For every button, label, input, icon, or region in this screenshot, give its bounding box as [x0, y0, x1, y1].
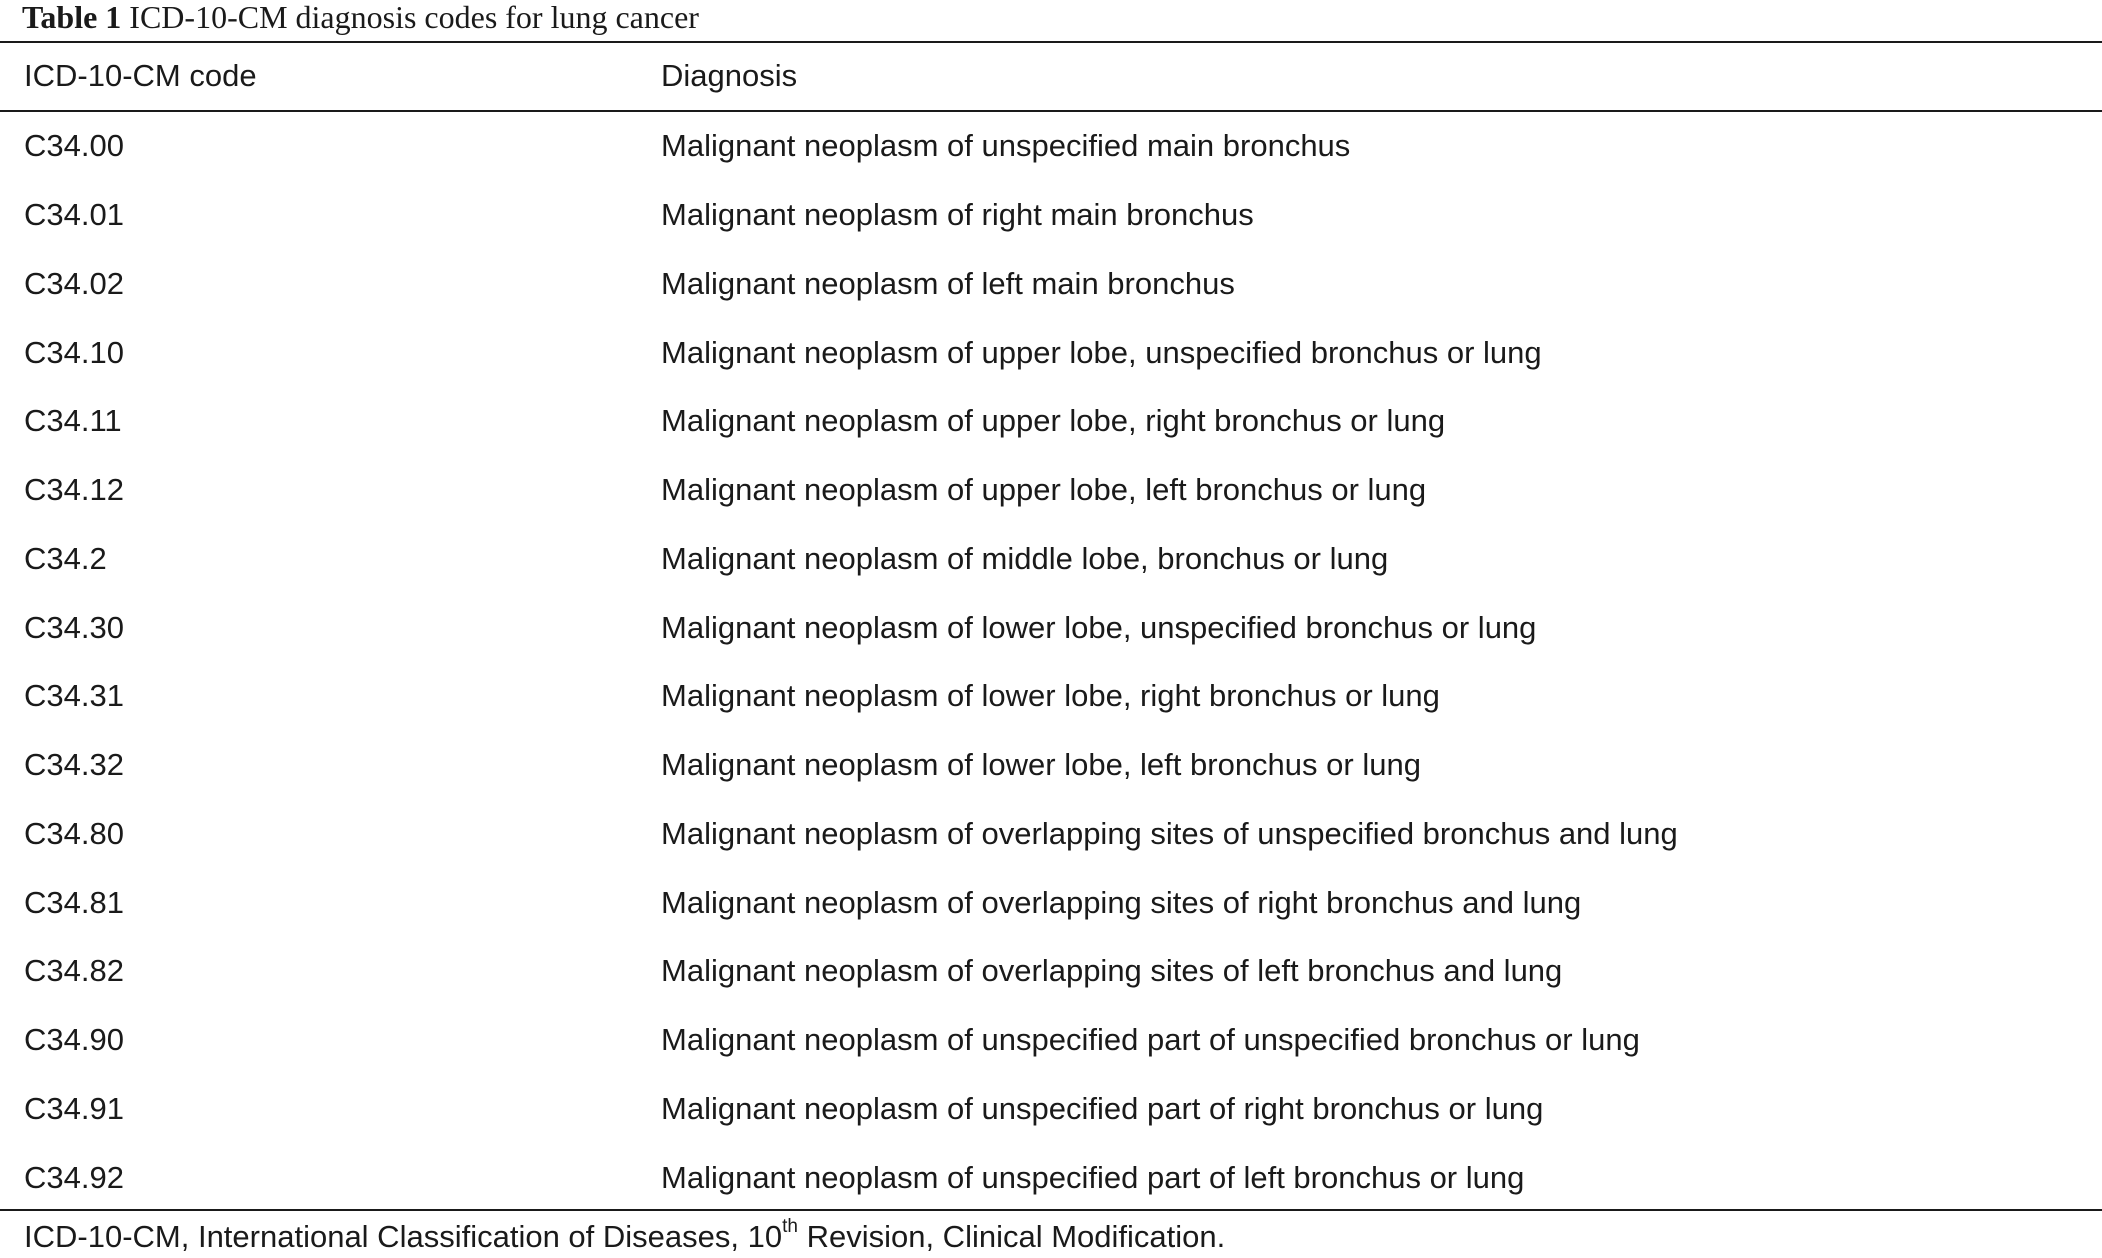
table-row [0, 1075, 2102, 1144]
table-caption [22, 0, 699, 40]
code-cell: C34.12 [24, 472, 124, 508]
column-header-code: ICD-10-CM code [24, 58, 257, 94]
column-header-diagnosis: Diagnosis [661, 58, 798, 94]
code-cell: C34.82 [24, 953, 124, 989]
diagnosis-cell: Malignant neoplasm of lower lobe, unspecified bronchus or lung [661, 609, 1537, 645]
table-row [0, 800, 2102, 869]
code-cell: C34.80 [24, 815, 124, 851]
code-cell: C34.32 [24, 747, 124, 783]
table-caption-text: ICD-10-CM diagnosis codes for lung cancer [129, 0, 699, 35]
code-cell: C34.02 [24, 265, 124, 301]
code-cell: C34.90 [24, 1022, 124, 1058]
table-row [0, 456, 2102, 525]
table-row [0, 731, 2102, 800]
table-row [0, 868, 2102, 937]
diagnosis-cell: Malignant neoplasm of upper lobe, left bronchus or lung [661, 472, 1427, 508]
diagnosis-cell: Malignant neoplasm of lower lobe, right bronchus or lung [661, 678, 1440, 714]
diagnosis-cell: Malignant neoplasm of lower lobe, left bronchus or lung [661, 747, 1421, 783]
code-cell: C34.11 [24, 403, 122, 439]
table-row [0, 1143, 2102, 1212]
code-cell: C34.31 [24, 678, 124, 714]
table-header-row [0, 42, 2102, 111]
diagnosis-cell: Malignant neoplasm of unspecified part of right bronchus or lung [661, 1090, 1544, 1126]
code-cell: C34.81 [24, 884, 124, 920]
footnote-text-after: Revision, Clinical Modification. [797, 1219, 1226, 1254]
code-cell: C34.01 [24, 197, 124, 233]
diagnosis-cell: Malignant neoplasm of unspecified part of unspecified bronchus or lung [661, 1022, 1640, 1058]
diagnosis-cell: Malignant neoplasm of overlapping sites of unspecified bronchus and lung [661, 815, 1678, 851]
code-cell: C34.92 [24, 1159, 124, 1195]
table-row [0, 1006, 2102, 1075]
table-row [0, 525, 2102, 594]
diagnosis-cell: Malignant neoplasm of overlapping sites of right bronchus and lung [661, 884, 1582, 920]
table-row [0, 662, 2102, 731]
code-cell: C34.2 [24, 540, 107, 576]
code-cell: C34.10 [24, 334, 124, 370]
code-cell: C34.00 [24, 128, 124, 164]
diagnosis-cell: Malignant neoplasm of overlapping sites of left bronchus and lung [661, 953, 1563, 989]
table-bottom-rule [0, 1209, 2102, 1211]
diagnosis-cell: Malignant neoplasm of unspecified part of left bronchus or lung [661, 1159, 1525, 1195]
diagnosis-cell: Malignant neoplasm of left main bronchus [661, 265, 1235, 301]
diagnosis-cell: Malignant neoplasm of unspecified main bronchus [661, 128, 1351, 164]
table-footnote [24, 1216, 1225, 1258]
table-row [0, 387, 2102, 456]
table-caption-label: Table 1 [22, 0, 122, 35]
table-row [0, 181, 2102, 250]
code-cell: C34.91 [24, 1090, 124, 1126]
diagnosis-cell: Malignant neoplasm of middle lobe, bronchus or lung [661, 540, 1389, 576]
footnote-superscript: th [782, 1215, 798, 1237]
table-row [0, 937, 2102, 1006]
table-row [0, 318, 2102, 387]
table-row [0, 250, 2102, 319]
diagnosis-cell: Malignant neoplasm of right main bronchus [661, 197, 1254, 233]
footnote-text-before: ICD-10-CM, International Classification of Diseases, 10 [24, 1219, 783, 1254]
diagnosis-cell: Malignant neoplasm of upper lobe, unspecified bronchus or lung [661, 334, 1542, 370]
code-cell: C34.30 [24, 609, 124, 645]
diagnosis-cell: Malignant neoplasm of upper lobe, right bronchus or lung [661, 403, 1446, 439]
table-row [0, 593, 2102, 662]
table-row [0, 112, 2102, 181]
